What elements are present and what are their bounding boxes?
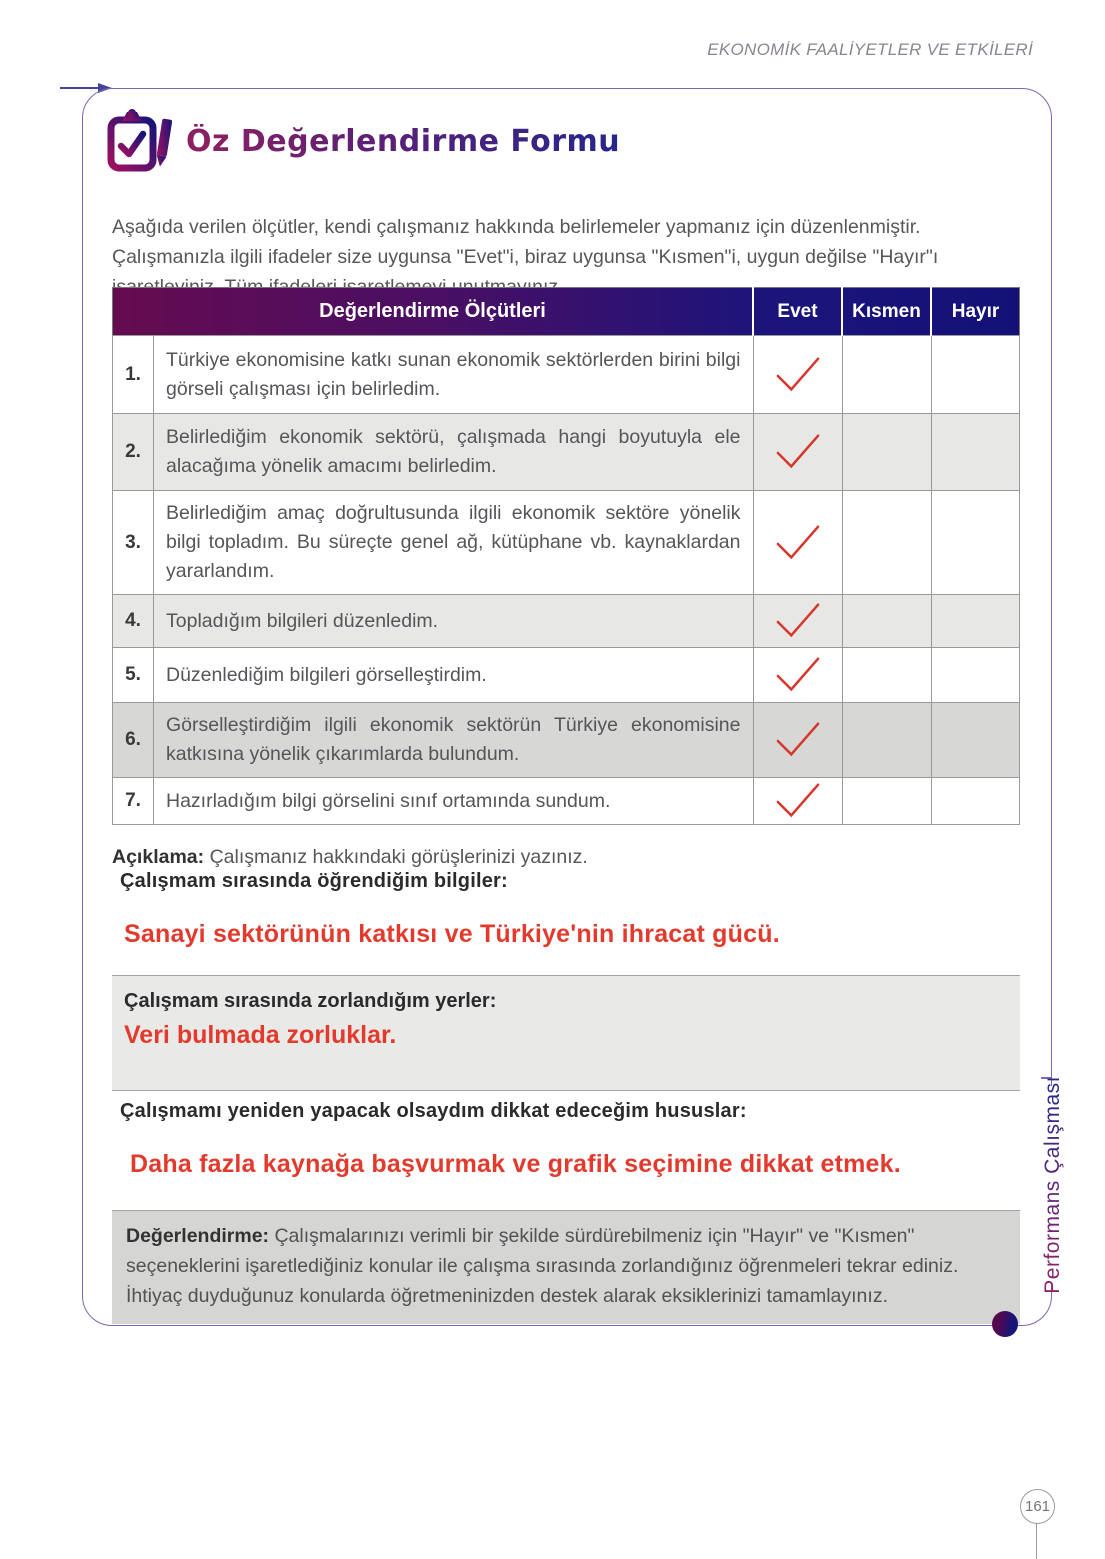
row-number: 5.: [113, 648, 154, 703]
evet-cell: [753, 648, 842, 703]
hayir-cell: [931, 648, 1020, 703]
evet-cell: [753, 414, 842, 491]
evet-cell: [753, 595, 842, 648]
table-row: [113, 703, 1020, 778]
evet-cell: [753, 336, 842, 414]
evet-cell: [753, 778, 842, 825]
aciklama-text: Çalışmanız hakkındaki görüşlerinizi yazınız.: [209, 845, 588, 868]
criteria-text: Belirlediğim ekonomik sektörü, çalışmada hangi boyutuyla ele alacağıma yönelik amacımı belirledim.: [154, 414, 754, 491]
kismen-cell: [842, 336, 931, 414]
evaluation-label: Değerlendirme:: [126, 1225, 270, 1247]
evaluation-text: Çalışmalarınızı verimli bir şekilde sürdürebilmeniz için "Hayır" ve "Kısmen" seçeneklerini işaretlediğiniz konular ile çalışma sırasında zorlandığınız öğrenmeleri tekrar ediniz. İhtiyaç duyduğunuz konularda öğretmeninizden destek alarak eksiklerinizi tamamlayınız.: [126, 1225, 959, 1307]
criteria-text: Görselleştirdiğim ilgili ekonomik sektörün Türkiye ekonomisine katkısına yönelik çıkarımlarda bulundum.: [154, 703, 754, 778]
row-number: 3.: [113, 491, 154, 595]
table-row: [113, 491, 1020, 595]
table-row: [113, 336, 1020, 414]
row-number: 1.: [113, 336, 154, 414]
page-number-badge: 161: [1020, 1489, 1055, 1524]
clipboard-check-icon: [106, 108, 172, 174]
checkmark-icon: [775, 655, 821, 695]
row-number: 7.: [113, 778, 154, 825]
criteria-text: Düzenlediğim bilgileri görselleştirdim.: [154, 648, 754, 703]
table-header-row: [113, 288, 1020, 336]
evet-column-header: Evet: [753, 288, 842, 336]
kismen-column-header: Kısmen: [842, 288, 931, 336]
performance-task-label: Performans Çalışması: [1041, 1076, 1064, 1294]
table-row: [113, 648, 1020, 703]
intro-paragraph: Aşağıda verilen ölçütler, kendi çalışmanız hakkında belirlemeler yapmanız için düzenlenmiştir. Çalışmanızla ilgili ifadeler size uygunsa "Evet"i, biraz uygunsa "Kısmen"i, uygun değilse "Hayır"ı işaretleyiniz. Tüm ifadeleri işaretlemeyi unutmayınız.: [112, 215, 939, 298]
kismen-cell: [842, 491, 931, 595]
row-number: 2.: [113, 414, 154, 491]
struggled-section-box: [112, 975, 1020, 1091]
checkmark-icon: [775, 720, 821, 760]
hayir-cell: [931, 414, 1020, 491]
hayir-cell: [931, 703, 1020, 778]
row-number: 4.: [113, 595, 154, 648]
table-row: [113, 414, 1020, 491]
aciklama-label: Açıklama:: [112, 845, 205, 868]
checkmark-icon: [775, 523, 821, 563]
learned-section-label: Çalışmam sırasında öğrendiğim bilgiler:: [120, 870, 508, 892]
criteria-column-header: Değerlendirme Ölçütleri: [319, 300, 546, 322]
page-number-line: [1036, 1523, 1037, 1559]
kismen-cell: [842, 595, 931, 648]
kismen-cell: [842, 778, 931, 825]
kismen-cell: [842, 703, 931, 778]
page-title: Öz Değerlendirme Formu: [186, 123, 621, 159]
evet-cell: [753, 703, 842, 778]
kismen-cell: [842, 414, 931, 491]
frame-end-dot: [992, 1311, 1018, 1337]
hayir-cell: [931, 595, 1020, 648]
table-row: [113, 778, 1020, 825]
hayir-column-header: Hayır: [931, 288, 1020, 336]
form-title-row: [106, 108, 620, 174]
learned-answer: Sanayi sektörünün katkısı ve Türkiye'nin ihracat gücü.: [124, 920, 780, 948]
kismen-cell: [842, 648, 931, 703]
table-row: [113, 595, 1020, 648]
self-evaluation-table: [112, 287, 1020, 825]
aciklama-note: [112, 846, 588, 869]
criteria-text: Türkiye ekonomisine katkı sunan ekonomik sektörlerden birini bilgi görseli çalışması için belirledim.: [154, 336, 754, 414]
evet-cell: [753, 491, 842, 595]
evaluation-box: [112, 1210, 1020, 1324]
redo-answer: Daha fazla kaynağa başvurmak ve grafik seçimine dikkat etmek.: [130, 1150, 901, 1178]
hayir-cell: [931, 778, 1020, 825]
struggled-section-label: Çalışmam sırasında zorlandığım yerler:: [124, 990, 497, 1012]
side-label-wrap: [1038, 1076, 1068, 1294]
criteria-text: Belirlediğim amaç doğrultusunda ilgili ekonomik sektöre yönelik bilgi topladım. Bu süreçte genel ağ, kütüphane vb. kaynaklardan yararlandım.: [154, 491, 754, 595]
hayir-cell: [931, 491, 1020, 595]
checkmark-icon: [775, 355, 821, 395]
checkmark-icon: [775, 601, 821, 641]
criteria-text: Topladığım bilgileri düzenledim.: [154, 595, 754, 648]
checkmark-icon: [775, 781, 821, 821]
checkmark-icon: [775, 432, 821, 472]
struggled-answer: Veri bulmada zorluklar.: [124, 1021, 397, 1049]
hayir-cell: [931, 336, 1020, 414]
redo-section-label: Çalışmamı yeniden yapacak olsaydım dikkat edeceğim hususlar:: [120, 1100, 747, 1122]
row-number: 6.: [113, 703, 154, 778]
running-head: EKONOMİK FAALİYETLER VE ETKİLERİ: [707, 40, 1033, 59]
criteria-text: Hazırladığım bilgi görselini sınıf ortamında sundum.: [154, 778, 754, 825]
